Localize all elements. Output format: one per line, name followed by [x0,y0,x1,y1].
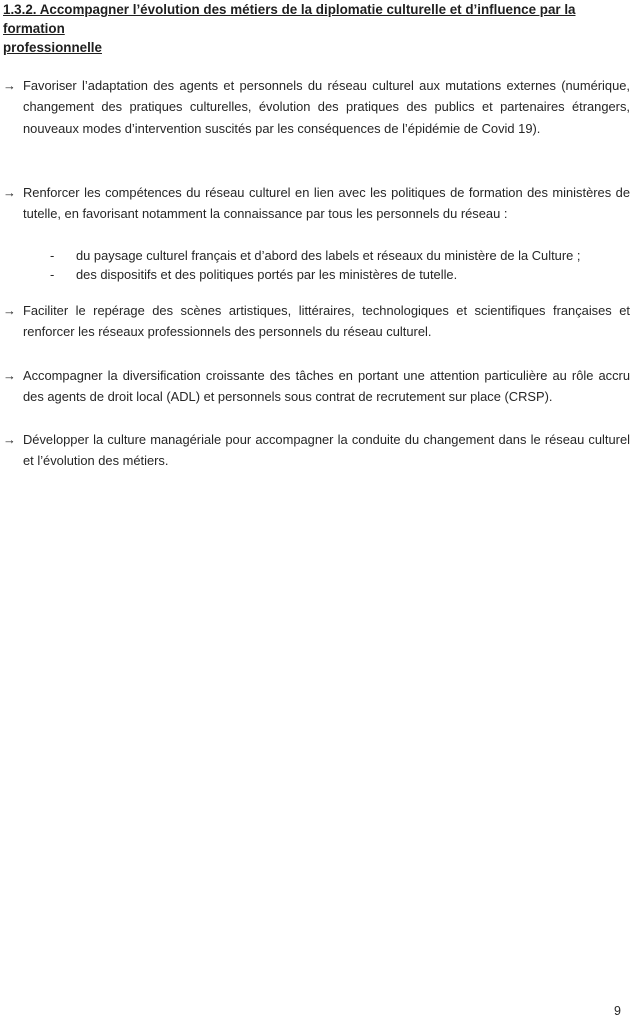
objective-item-3 [3,300,630,343]
objective-item-4 [3,365,630,408]
objective-item-2 [3,182,630,225]
objective-item-5-text: Développer la culture managériale pour accompagner la conduite du changement dans le réseau culturel et l’évolution des métiers. [23,432,630,469]
arrow-icon: → [3,303,16,318]
objective-item-3-text: Faciliter le repérage des scènes artistiques, littéraires, technologiques et scientifiques françaises et renforcer les réseaux professionnels des personnels du réseau culturel. [23,303,630,340]
section-heading [3,0,631,57]
section-heading-line-2: professionnelle [3,40,102,55]
objective-item-2-subitem-2-text: des dispositifs et des politiques portés par les ministères de tutelle. [76,267,458,282]
objective-item-2-text: Renforcer les compétences du réseau culturel en lien avec les politiques de formation des ministères de tutelle, en favorisant notamment la connaissance par tous les personnels du réseau : [23,185,630,222]
objective-item-5 [3,429,630,472]
objective-item-1 [3,75,630,139]
dash-bullet-icon: - [50,267,55,282]
section-heading-line-1: 1.3.2. Accompagner l’évolution des métiers de la diplomatie culturelle et d’influence par la formation [3,2,576,36]
arrow-icon: → [3,432,16,447]
arrow-icon: → [3,78,16,93]
objective-item-1-text: Favoriser l’adaptation des agents et personnels du réseau culturel aux mutations externes (numérique, changement des pratiques culturelles, évolution des pratiques des publics et partenaires étrangers, nouveaux modes d’intervention suscités par les conséquences de l’épidémie de Covid 19). [23,78,630,136]
objective-item-4-text: Accompagner la diversification croissante des tâches en portant une attention particulière au rôle accru des agents de droit local (ADL) et personnels sous contrat de recrutement sur place (CRSP). [23,368,630,405]
dash-bullet-icon: - [50,248,55,263]
page-number: 9 [614,1004,621,1018]
arrow-icon: → [3,185,16,200]
arrow-icon: → [3,368,16,383]
objective-item-2-subitem-1-text: du paysage culturel français et d’abord des labels et réseaux du ministère de la Culture ; [76,248,581,263]
